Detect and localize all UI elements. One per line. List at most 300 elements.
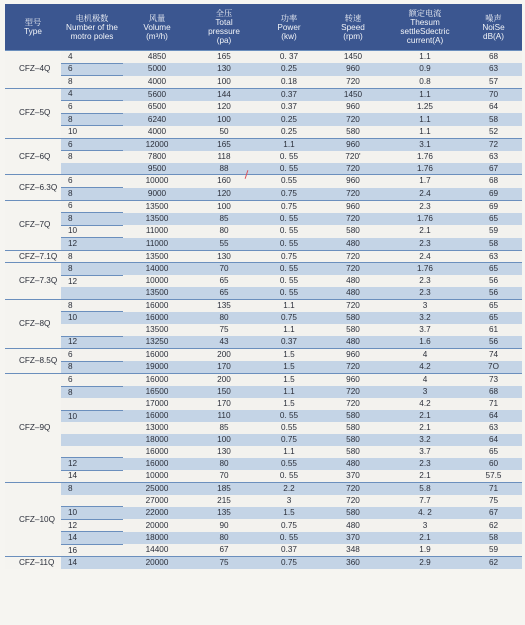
volume-cell: 10000: [123, 470, 191, 483]
table-row: [5, 88, 522, 101]
noise-cell: 56: [465, 336, 522, 349]
noise-cell: 67: [465, 507, 522, 520]
table-row: [5, 138, 522, 151]
noise-cell: 61: [465, 324, 522, 336]
power-cell: 0.75: [257, 188, 321, 201]
pressure-cell: 135: [191, 299, 257, 312]
table-row: [5, 225, 522, 238]
power-cell: 0.25: [257, 126, 321, 139]
noise-cell: 56: [465, 275, 522, 287]
power-cell: 0.37: [257, 544, 321, 557]
pressure-cell: 110: [191, 410, 257, 422]
noise-cell: 72: [465, 138, 522, 151]
volume-cell: 16000: [123, 349, 191, 362]
pressure-cell: 165: [191, 51, 257, 64]
pressure-cell: 118: [191, 151, 257, 163]
volume-cell: 16000: [123, 458, 191, 471]
table-row: [5, 483, 522, 495]
volume-cell: 6500: [123, 101, 191, 114]
current-cell: 1.25: [385, 101, 465, 114]
model-type: CFZ–9Q: [5, 374, 61, 483]
noise-cell: 69: [465, 200, 522, 213]
current-cell: 3: [385, 386, 465, 398]
speed-cell: 720: [321, 188, 385, 201]
table-row: [5, 398, 522, 410]
speed-cell: 960: [321, 349, 385, 362]
noise-cell: 69: [465, 188, 522, 201]
speed-cell: 580: [321, 312, 385, 324]
current-cell: 0.9: [385, 63, 465, 76]
table-row: [5, 495, 522, 507]
poles-cell: 8: [61, 386, 123, 398]
noise-cell: 68: [465, 175, 522, 188]
volume-cell: 13500: [123, 250, 191, 263]
poles-cell: 6: [61, 138, 123, 151]
noise-cell: 57.5: [465, 470, 522, 483]
current-cell: 1.1: [385, 51, 465, 64]
poles-cell: [61, 398, 123, 410]
table-row: [5, 324, 522, 336]
speed-cell: 480: [321, 275, 385, 287]
table-row: [5, 336, 522, 349]
volume-cell: 19000: [123, 361, 191, 374]
speed-cell: 360: [321, 557, 385, 569]
current-cell: 4: [385, 374, 465, 387]
volume-cell: 14000: [123, 263, 191, 276]
current-cell: 1.76: [385, 263, 465, 276]
current-cell: 3.7: [385, 324, 465, 336]
current-cell: 2.3: [385, 287, 465, 299]
pressure-cell: 100: [191, 113, 257, 126]
model-type: CFZ–8.5Q: [5, 349, 61, 374]
pressure-cell: 165: [191, 138, 257, 151]
header-power: 功率 Power (kw): [257, 4, 321, 51]
power-cell: 0. 55: [257, 532, 321, 545]
power-cell: 0.25: [257, 63, 321, 76]
pressure-cell: 85: [191, 422, 257, 434]
volume-cell: 9500: [123, 163, 191, 175]
poles-cell: 8: [61, 483, 123, 495]
volume-cell: 13500: [123, 287, 191, 299]
noise-cell: 59: [465, 544, 522, 557]
poles-cell: 8: [61, 299, 123, 312]
power-cell: 0. 37: [257, 51, 321, 64]
power-cell: 0.55: [257, 175, 321, 188]
model-type: CFZ–6Q: [5, 138, 61, 175]
volume-cell: 11000: [123, 238, 191, 251]
model-type: CFZ–7.1Q: [5, 250, 61, 263]
speed-cell: 720: [321, 299, 385, 312]
noise-cell: 62: [465, 557, 522, 569]
table-row: [5, 51, 522, 64]
speed-cell: 1450: [321, 88, 385, 101]
poles-cell: 10: [61, 312, 123, 324]
speed-cell: 960: [321, 101, 385, 114]
current-cell: 3.7: [385, 446, 465, 458]
power-cell: 0. 55: [257, 287, 321, 299]
noise-cell: 65: [465, 299, 522, 312]
noise-cell: 63: [465, 151, 522, 163]
poles-cell: 8: [61, 250, 123, 263]
current-cell: 1.7: [385, 175, 465, 188]
table-row: [5, 113, 522, 126]
poles-cell: 6: [61, 349, 123, 362]
table-row: [5, 101, 522, 114]
poles-cell: 12: [61, 519, 123, 532]
speed-cell: 370: [321, 470, 385, 483]
volume-cell: 5600: [123, 88, 191, 101]
volume-cell: 20000: [123, 519, 191, 532]
poles-cell: 4: [61, 51, 123, 64]
poles-cell: [61, 287, 123, 299]
table-row: [5, 519, 522, 532]
pressure-cell: 135: [191, 507, 257, 520]
power-cell: 0. 55: [257, 238, 321, 251]
poles-cell: 8: [61, 213, 123, 226]
noise-cell: 52: [465, 126, 522, 139]
power-cell: 0. 55: [257, 410, 321, 422]
pressure-cell: 150: [191, 386, 257, 398]
power-cell: 0. 55: [257, 213, 321, 226]
poles-cell: 14: [61, 557, 123, 569]
pressure-cell: 100: [191, 200, 257, 213]
volume-cell: 16000: [123, 410, 191, 422]
power-cell: 1.5: [257, 349, 321, 362]
table-row: [5, 349, 522, 362]
speed-cell: 348: [321, 544, 385, 557]
speed-cell: 580: [321, 434, 385, 446]
poles-cell: [61, 324, 123, 336]
volume-cell: 4850: [123, 51, 191, 64]
fan-spec-table: [5, 4, 522, 569]
header-pressure: 全压 Total pressure (pa): [191, 4, 257, 51]
power-cell: 0.75: [257, 200, 321, 213]
pressure-cell: 100: [191, 76, 257, 89]
pressure-cell: 170: [191, 361, 257, 374]
table-row: [5, 532, 522, 545]
pressure-cell: 120: [191, 188, 257, 201]
model-type: CFZ–4Q: [5, 51, 61, 89]
speed-cell: 580: [321, 507, 385, 520]
noise-cell: 70: [465, 88, 522, 101]
poles-cell: 16: [61, 544, 123, 557]
table-row: [5, 374, 522, 387]
model-type: CFZ–6.3Q: [5, 175, 61, 200]
table-row: [5, 63, 522, 76]
volume-cell: 4000: [123, 76, 191, 89]
model-type: CFZ–5Q: [5, 88, 61, 138]
noise-cell: 65: [465, 263, 522, 276]
power-cell: 0.55: [257, 458, 321, 471]
poles-cell: 8: [61, 113, 123, 126]
power-cell: 0.75: [257, 557, 321, 569]
speed-cell: 720: [321, 386, 385, 398]
current-cell: 2.3: [385, 200, 465, 213]
speed-cell: 720: [321, 483, 385, 495]
speed-cell: 720: [321, 495, 385, 507]
power-cell: 0.37: [257, 88, 321, 101]
pressure-cell: 75: [191, 324, 257, 336]
volume-cell: 12000: [123, 138, 191, 151]
volume-cell: 13500: [123, 213, 191, 226]
current-cell: 2.1: [385, 470, 465, 483]
table-row: [5, 544, 522, 557]
noise-cell: 68: [465, 386, 522, 398]
current-cell: 3: [385, 519, 465, 532]
pressure-cell: 80: [191, 225, 257, 238]
current-cell: 3.2: [385, 312, 465, 324]
model-type: CFZ–7.3Q: [5, 263, 61, 300]
pressure-cell: 215: [191, 495, 257, 507]
table-row: [5, 175, 522, 188]
volume-cell: 14400: [123, 544, 191, 557]
table-row: [5, 312, 522, 324]
table-row: [5, 507, 522, 520]
pressure-cell: 70: [191, 470, 257, 483]
poles-cell: 6: [61, 101, 123, 114]
volume-cell: 10000: [123, 175, 191, 188]
header-row: [5, 4, 522, 51]
table-row: [5, 299, 522, 312]
noise-cell: 67: [465, 163, 522, 175]
power-cell: 0.75: [257, 434, 321, 446]
volume-cell: 10000: [123, 275, 191, 287]
volume-cell: 13000: [123, 422, 191, 434]
poles-cell: 10: [61, 225, 123, 238]
poles-cell: 12: [61, 275, 123, 287]
poles-cell: 6: [61, 175, 123, 188]
noise-cell: 62: [465, 519, 522, 532]
header-current: 额定电流 Thesum settleSdectric current(A): [385, 4, 465, 51]
volume-cell: 5000: [123, 63, 191, 76]
noise-cell: 73: [465, 374, 522, 387]
speed-cell: 720: [321, 213, 385, 226]
speed-cell: 720': [321, 151, 385, 163]
current-cell: 4: [385, 349, 465, 362]
power-cell: 0. 55: [257, 163, 321, 175]
speed-cell: 580: [321, 446, 385, 458]
volume-cell: 13250: [123, 336, 191, 349]
pressure-cell: 80: [191, 532, 257, 545]
current-cell: 3.2: [385, 434, 465, 446]
pressure-cell: 75: [191, 557, 257, 569]
current-cell: 3.1: [385, 138, 465, 151]
volume-cell: 18000: [123, 532, 191, 545]
power-cell: 0.55: [257, 422, 321, 434]
speed-cell: 960: [321, 175, 385, 188]
noise-cell: 65: [465, 312, 522, 324]
table-row: [5, 287, 522, 299]
pressure-cell: 65: [191, 275, 257, 287]
table-row: [5, 557, 522, 569]
volume-cell: 16000: [123, 374, 191, 387]
power-cell: 1.1: [257, 138, 321, 151]
noise-cell: 63: [465, 63, 522, 76]
volume-cell: 9000: [123, 188, 191, 201]
speed-cell: 960: [321, 138, 385, 151]
volume-cell: 13500: [123, 200, 191, 213]
power-cell: 1.1: [257, 299, 321, 312]
header-poles: 电机极数 Number of the motro poles: [61, 4, 123, 51]
model-type: CFZ–7Q: [5, 200, 61, 250]
poles-cell: 6: [61, 63, 123, 76]
current-cell: 2.9: [385, 557, 465, 569]
volume-cell: 16500: [123, 386, 191, 398]
current-cell: 1.76: [385, 213, 465, 226]
poles-cell: 12: [61, 336, 123, 349]
poles-cell: 14: [61, 532, 123, 545]
header-speed: 转速 Speed (rpm): [321, 4, 385, 51]
current-cell: 2.1: [385, 422, 465, 434]
noise-cell: 58: [465, 532, 522, 545]
header-volume: 风量 Volume (m³/h): [123, 4, 191, 51]
current-cell: 4. 2: [385, 507, 465, 520]
speed-cell: 580: [321, 410, 385, 422]
power-cell: 0.75: [257, 312, 321, 324]
power-cell: 1.5: [257, 398, 321, 410]
pressure-cell: 67: [191, 544, 257, 557]
volume-cell: 20000: [123, 557, 191, 569]
poles-cell: 4: [61, 88, 123, 101]
poles-cell: [61, 495, 123, 507]
poles-cell: [61, 422, 123, 434]
power-cell: 0. 55: [257, 470, 321, 483]
current-cell: 0.8: [385, 76, 465, 89]
poles-cell: [61, 434, 123, 446]
poles-cell: 8: [61, 76, 123, 89]
pressure-cell: 170: [191, 398, 257, 410]
table-row: [5, 163, 522, 175]
current-cell: 4.2: [385, 398, 465, 410]
table-body: [5, 51, 522, 569]
current-cell: 2.4: [385, 250, 465, 263]
speed-cell: 480: [321, 238, 385, 251]
volume-cell: 7800: [123, 151, 191, 163]
table-row: [5, 76, 522, 89]
pressure-cell: 55: [191, 238, 257, 251]
noise-cell: 59: [465, 225, 522, 238]
poles-cell: [61, 163, 123, 175]
poles-cell: 10: [61, 126, 123, 139]
pressure-cell: 200: [191, 349, 257, 362]
current-cell: 2.1: [385, 225, 465, 238]
poles-cell: 8: [61, 151, 123, 163]
noise-cell: 64: [465, 434, 522, 446]
pressure-cell: 185: [191, 483, 257, 495]
header-noise: 噪声 NoiSe dB(A): [465, 4, 522, 51]
current-cell: 1.1: [385, 126, 465, 139]
pressure-cell: 130: [191, 63, 257, 76]
speed-cell: 1450: [321, 51, 385, 64]
volume-cell: 18000: [123, 434, 191, 446]
table-row: [5, 263, 522, 276]
poles-cell: 12: [61, 458, 123, 471]
noise-cell: 58: [465, 113, 522, 126]
power-cell: 0. 55: [257, 151, 321, 163]
pressure-cell: 43: [191, 336, 257, 349]
power-cell: 0.37: [257, 101, 321, 114]
table-row: [5, 470, 522, 483]
noise-cell: 64: [465, 410, 522, 422]
power-cell: 1.1: [257, 446, 321, 458]
table-row: [5, 188, 522, 201]
volume-cell: 13500: [123, 324, 191, 336]
current-cell: 2.1: [385, 532, 465, 545]
pressure-cell: 200: [191, 374, 257, 387]
current-cell: 5.8: [385, 483, 465, 495]
table-row: [5, 250, 522, 263]
current-cell: 1.1: [385, 88, 465, 101]
table-row: [5, 446, 522, 458]
speed-cell: 580: [321, 225, 385, 238]
volume-cell: 16000: [123, 446, 191, 458]
poles-cell: 6: [61, 200, 123, 213]
pressure-cell: 160: [191, 175, 257, 188]
noise-cell: 74: [465, 349, 522, 362]
speed-cell: 720: [321, 361, 385, 374]
pressure-cell: 70: [191, 263, 257, 276]
pressure-cell: 80: [191, 312, 257, 324]
table-row: [5, 422, 522, 434]
model-type: CFZ–11Q: [5, 557, 61, 569]
pressure-cell: 130: [191, 446, 257, 458]
current-cell: 4.2: [385, 361, 465, 374]
table-row: [5, 458, 522, 471]
poles-cell: 8: [61, 263, 123, 276]
speed-cell: 480: [321, 336, 385, 349]
poles-cell: 10: [61, 507, 123, 520]
pressure-cell: 80: [191, 458, 257, 471]
table-row: [5, 126, 522, 139]
model-type: CFZ–10Q: [5, 483, 61, 557]
power-cell: 0.75: [257, 519, 321, 532]
volume-cell: 16000: [123, 312, 191, 324]
pressure-cell: 90: [191, 519, 257, 532]
current-cell: 2.3: [385, 238, 465, 251]
speed-cell: 580: [321, 422, 385, 434]
speed-cell: 370: [321, 532, 385, 545]
current-cell: 3: [385, 299, 465, 312]
power-cell: 1.1: [257, 324, 321, 336]
poles-cell: 6: [61, 374, 123, 387]
speed-cell: 480: [321, 519, 385, 532]
noise-cell: 60: [465, 458, 522, 471]
volume-cell: 17000: [123, 398, 191, 410]
volume-cell: 16000: [123, 299, 191, 312]
noise-cell: 65: [465, 213, 522, 226]
speed-cell: 960: [321, 374, 385, 387]
speed-cell: 580: [321, 126, 385, 139]
power-cell: 0.75: [257, 250, 321, 263]
poles-cell: 10: [61, 410, 123, 422]
current-cell: 1.76: [385, 163, 465, 175]
noise-cell: 56: [465, 287, 522, 299]
current-cell: 2.3: [385, 458, 465, 471]
power-cell: 2.2: [257, 483, 321, 495]
noise-cell: 63: [465, 250, 522, 263]
current-cell: 1.6: [385, 336, 465, 349]
power-cell: 1.1: [257, 386, 321, 398]
noise-cell: 64: [465, 101, 522, 114]
speed-cell: 720: [321, 398, 385, 410]
volume-cell: 27000: [123, 495, 191, 507]
current-cell: 7.7: [385, 495, 465, 507]
speed-cell: 480: [321, 287, 385, 299]
model-type: CFZ–8Q: [5, 299, 61, 348]
speed-cell: 960: [321, 200, 385, 213]
power-cell: 0.18: [257, 76, 321, 89]
power-cell: 0.37: [257, 336, 321, 349]
